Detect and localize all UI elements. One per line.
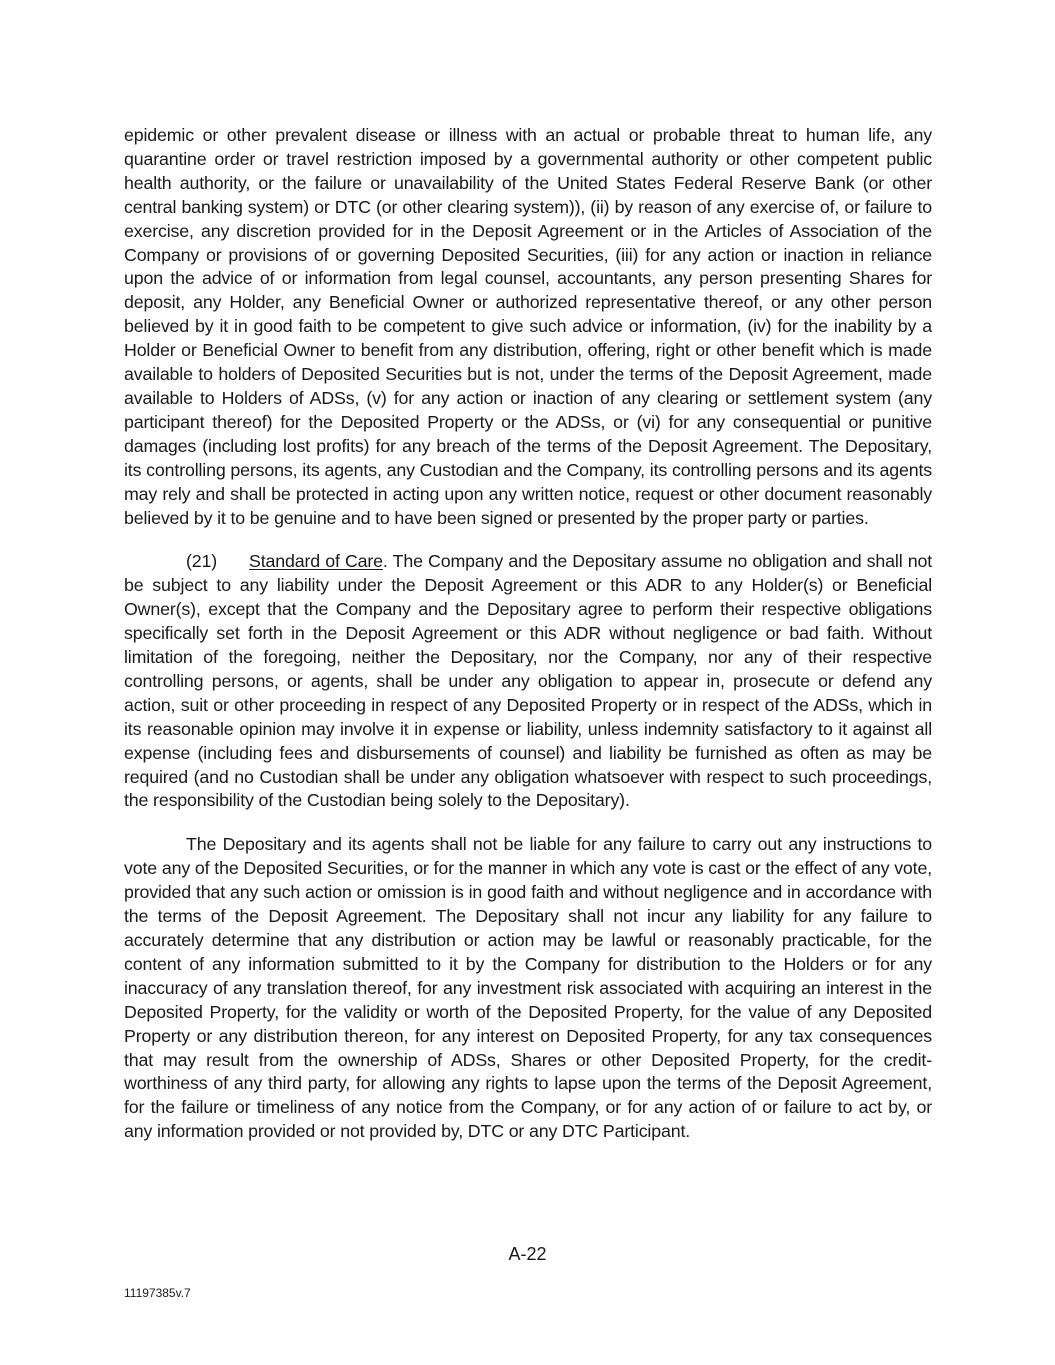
section-21-number: (21) bbox=[186, 551, 218, 572]
depositary-liability-paragraph: The Depositary and its agents shall not be liable for any failure to carry out any instructions to vote any of the Deposited Securities, or for the manner in which any vote is cast or the effect of any vote, provided that any such action or omission is in good faith and without negligence and in accordance with the terms of the Deposit Agreement. The Depositary shall not incur any liability for any failure to accurately determine that any distribution or action may be lawful or reasonably practicable, for the content of any information submitted to it by the Company for distribution to the Holders or for any inaccuracy of any translation thereof, for any investment risk associated with acquiring an interest in the Deposited Property, for the validity or worth of the Deposited Property, for the value of any Deposited Property or any distribution thereon, for any interest on Deposited Property, for any tax consequences that may result from the ownership of ADSs, Shares or other Deposited Property, for the credit-worthiness of any third party, for allowing any rights to lapse upon the terms of the Deposit Agreement, for the failure or timeliness of any notice from the Company, or for any action of or failure to act by, or any information provided or not provided by, DTC or any DTC Participant. bbox=[124, 834, 932, 1142]
section-21-body: The Company and the Depositary assume no obligation and shall not be subject to any liability under the Deposit Agreement or this ADR to any Holder(s) or Beneficial Owner(s), except that the Company and the Depositary agree to perform their respective obligations specifically set forth in the Deposit Agreement or this ADR without negligence or bad faith. Without limitation of the foregoing, neither the Depositary, nor the Company, nor any of their respective controlling persons, or agents, shall be under any obligation to appear in, prosecute or defend any action, suit or other proceeding in respect of any Deposited Property or in respect of the ADSs, which in its reasonable opinion may involve it in expense or liability, unless indemnity satisfactory to it against all expense (including fees and disbursements of counsel) and liability be furnished as often as may be required (and no Custodian shall be under any obligation whatsoever with respect to such proceedings, the responsibility of the Custodian being solely to the Depositary). bbox=[124, 551, 932, 811]
section-21-paragraph bbox=[124, 550, 932, 813]
document-id: 11197385v.7 bbox=[124, 1286, 191, 1300]
continuation-paragraph: epidemic or other prevalent disease or illness with an actual or probable threat to human life, any quarantine order or travel restriction imposed by a governmental authority or other competent public health authority, or the failure or unavailability of the United States Federal Reserve Bank (or other central banking system) or DTC (or other clearing system)), (ii) by reason of any exercise of, or failure to exercise, any discretion provided for in the Deposit Agreement or in the Articles of Association of the Company or provisions of or governing Deposited Securities, (iii) for any action or inaction in reliance upon the advice of or information from legal counsel, accountants, any person presenting Shares for deposit, any Holder, any Beneficial Owner or authorized representative thereof, or any other person believed by it in good faith to be competent to give such advice or information, (iv) for the inability by a Holder or Beneficial Owner to benefit from any distribution, offering, right or other benefit which is made available to holders of Deposited Securities but is not, under the terms of the Deposit Agreement, made available to Holders of ADSs, (v) for any action or inaction of any clearing or settlement system (any participant thereof) for the Deposited Property or the ADSs, or (vi) for any consequential or punitive damages (including lost profits) for any breach of the terms of the Deposit Agreement. The Depositary, its controlling persons, its agents, any Custodian and the Company, its controlling persons and its agents may rely and shall be protected in acting upon any written notice, request or other document reasonably believed by it to be genuine and to have been signed or presented by the proper party or parties. bbox=[124, 125, 932, 528]
page-number: A-22 bbox=[508, 1244, 547, 1264]
section-21-heading: Standard of Care bbox=[249, 551, 383, 572]
section-21-heading-period: . bbox=[382, 551, 388, 572]
document-body bbox=[124, 124, 932, 1144]
